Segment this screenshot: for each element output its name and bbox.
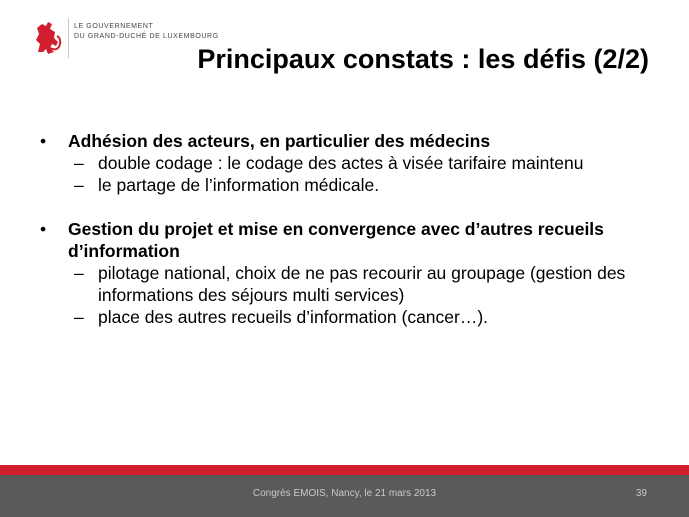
sub-bullet-dash: – [74,307,84,327]
sub-bullet-text: double codage : le codage des actes à visée tarifaire maintenu [98,153,584,173]
sub-bullet-dash: – [74,175,84,195]
bullet-text: Adhésion des acteurs, en particulier des médecins [68,131,491,151]
footer-bar [0,475,689,517]
sub-bullet-text: pilotage national, choix de ne pas recourir au groupage (gestion des informations des séjours multi services) [98,263,626,305]
page-number: 39 [635,488,647,499]
sub-bullet-dash: – [74,153,84,173]
bullet-adhesion [40,130,660,152]
sub-bullet-text: le partage de l’information médicale. [98,175,380,195]
slide-content [40,130,660,328]
logo-text [74,22,219,42]
sub-bullet-dash: – [74,263,84,283]
sub-bullet-double-codage [40,152,660,174]
bullet-dot: • [40,131,47,151]
footer-text: Congrès EMOIS, Nancy, le 21 mars 2013 [252,488,437,499]
bullet-gestion [40,218,660,262]
slide-title: Principaux constats : les défis (2/2) [197,44,649,74]
sub-bullet-recueils [40,306,660,328]
bullet-dot: • [40,219,47,239]
sub-bullet-partage [40,174,660,196]
footer-accent-bar [0,465,689,475]
logo-line-1: LE GOUVERNEMENT [74,23,154,30]
sub-bullet-pilotage [40,262,660,306]
bullet-text: Gestion du projet et mise en convergence avec d’autres recueils d’information [68,219,604,261]
sub-bullet-text: place des autres recueils d’information (cancer…). [98,307,489,327]
logo-line-2: DU GRAND-DUCHÉ DE LUXEMBOURG [74,33,219,40]
